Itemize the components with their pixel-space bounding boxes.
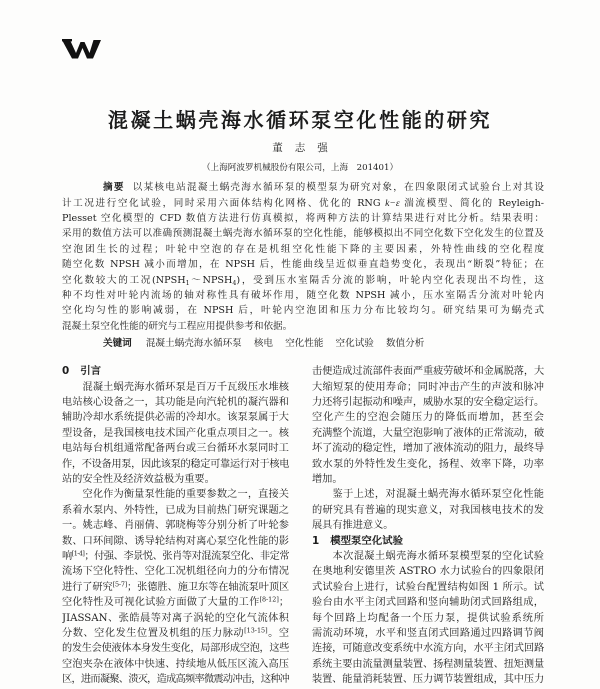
text-run: 随空化数 NPSH 减小而增加，在 NPSH 后，性能曲线呈近似垂直趋势变化，表现出“断裂”特征；在 (62, 259, 544, 271)
paragraph-line (62, 380, 289, 395)
text-run: 连接，可随意改变系统中水流方向，水平主闭式回路 (312, 643, 544, 655)
author-affiliation: （上海阿波罗机械股份有限公司，上海 201401） (201, 163, 399, 173)
text-run: 一。姚志峰、肖丽倩、郭晓梅等分别分析了叶轮参 (62, 520, 289, 532)
text-run: 增加。 (312, 474, 343, 486)
citation-superscript: [1-4] (71, 549, 85, 558)
paragraph-line (312, 657, 544, 672)
abstract-line (62, 288, 544, 303)
paragraph-line (62, 580, 289, 595)
text-run: 计工况进行空化试验，同时采用六面体结构化网格、优化的 RNG (62, 197, 386, 209)
text-run: 以某核电站混凝土蜗壳海水循环泵的模型泵为研究对象，在四象限闭式试验台上对其设 (132, 182, 544, 194)
paragraph-line (62, 518, 289, 533)
abstract-line (62, 273, 544, 288)
text-run: 采用的数值方法可以准确预测混凝土蜗壳海水循环泵的空化性能，能够模拟出不同空化数下空化发生的位置及 (62, 228, 544, 240)
paragraph-line (62, 549, 289, 564)
text-run: 充满整个流道，大量空泡影响了液体的正常流动，破 (312, 427, 544, 439)
section-heading (312, 534, 544, 549)
abstract-label: 摘要 (103, 182, 125, 194)
paragraph-line (312, 364, 544, 379)
paragraph-line (62, 564, 289, 579)
abstract-line (62, 226, 544, 241)
citation-superscript: [5-7] (112, 580, 128, 589)
text-run: 站的安全性及经济效益极为重要。 (62, 474, 215, 486)
section-number: 1 (312, 534, 320, 547)
text-run: 力还将引起振动和噪声，威胁水泵的安全稳定运行。 (312, 397, 544, 409)
text-run: 。空 (267, 627, 289, 639)
text-run: 种不均性对叶轮内流场的轴对称性具有破坏作用，随空化数 NPSH 减小，压水室隔舌分流对叶轮内 (62, 290, 544, 302)
text-run: 进行了研究 (62, 581, 113, 593)
paragraph-line (312, 549, 544, 564)
paragraph-line (62, 395, 289, 410)
paragraph-line (62, 672, 289, 687)
text-run: 辅助冷却水系统提供必需的冷却水。该泵泵属于大 (62, 412, 289, 424)
text-run: 鉴于上述，对混凝土蜗壳海水循环泵空化性能 (332, 489, 544, 501)
text-run: 空泡团生长的过程；叶轮中空泡的存在是机组空化性能下降的主要因素，外特性曲线的空化程度 (62, 243, 544, 255)
keyword: 混凝土蜗壳海水循环泵 (145, 338, 242, 350)
paragraph-line (312, 641, 544, 656)
keyword: 空化试验 (335, 338, 374, 350)
paragraph-line (312, 487, 544, 502)
text-run: 混凝土泵空化性能的研究与工程应用提供参考和依据。 (62, 320, 293, 332)
subscript: 4 (232, 278, 237, 287)
text-run: 每个回路上均配备一个压力泵，提供试验系统所 (312, 612, 544, 624)
text-run: 验台由水平主闭式回路和竖向辅助闭式回路组成， (312, 597, 544, 609)
abstract-line (62, 242, 544, 257)
text-run: 电站每台机组通常配备两台或三台循环水泵同时工 (62, 443, 289, 455)
paragraph-line (312, 395, 544, 410)
author-name: 董志强 (272, 142, 340, 154)
subscript: 1 (185, 278, 190, 287)
keywords (62, 336, 544, 351)
paragraph-line (312, 672, 544, 687)
citation-superscript: [13-15] (244, 626, 268, 635)
text-run: 空化作为衡量泵性能的重要参数之一，直接关 (82, 489, 289, 501)
abstract-line (62, 257, 544, 272)
text-run: ～NPSH (189, 274, 233, 286)
text-run: ；付强、李景悦、张肖等对混流泵空化、非定常 (84, 550, 289, 562)
left-column (62, 364, 289, 687)
text-run: 数、口环间隙、诱导轮结构对离心泵空化性能的影 (62, 535, 289, 547)
abstract-line (62, 196, 544, 211)
text-run: 区，进而凝聚、溃灭，造成高频率微震动冲击，这种冲 (62, 674, 289, 686)
section-title: 模型泵空化试验 (330, 534, 403, 547)
paragraph-line (312, 518, 544, 533)
text-run: 混凝土蜗壳海水循环泵是百万千瓦级压水堆核 (82, 381, 289, 393)
text-run: 在奥地利安德里茨 ASTRO 水力试验台的四象限闭 (312, 566, 544, 578)
paragraph-line (62, 611, 289, 626)
text-run: Plesset 空化模型的 CFD 数值方法进行仿真模拟，将两种方法的计算结果进行对比分析。结果表明： (62, 213, 544, 225)
section-number: 0 (62, 365, 70, 378)
text-run: 空化特性及可视化试验方面做了大量的工作 (62, 597, 260, 609)
paragraph-line (312, 564, 544, 579)
text-run: 的研究具有普遍的现实意义，对我国核电技术的发 (312, 504, 544, 516)
paragraph-line (312, 472, 544, 487)
right-column (312, 364, 544, 687)
paragraph-line (62, 626, 289, 641)
text-run: JIASSAN、张皓晨等对离子涡轮的空化气流体积 (62, 612, 289, 624)
text-run: 本次混凝土蜗壳海水循环泵模型泵的空化试验 (332, 550, 544, 562)
text-run: 响 (62, 550, 72, 562)
text-run: 空化均匀性的影响减弱，在 NPSH 后，叶轮内空泡团和压力分布比较均匀。研究结果可为蜗壳式 (62, 305, 544, 317)
paragraph-line (62, 457, 289, 472)
text-run: 系着水泵内、外特性，已成为目前热门研究课题之 (62, 504, 289, 516)
text-run: 的发生会使液体本身发生变化，局部形成空泡，这些 (62, 643, 289, 655)
paragraph-line (312, 580, 544, 595)
section-title: 引言 (80, 365, 102, 378)
keyword: 核电 (253, 338, 274, 350)
abstract (62, 180, 544, 334)
paragraph-line (312, 441, 544, 456)
journal-logo (62, 39, 101, 59)
paragraph-line (312, 410, 544, 425)
paragraph-line (312, 595, 544, 610)
text-run: 系统主要由流量测量装置、扬程测量装置、扭矩测量 (312, 658, 544, 670)
paragraph-line (62, 534, 289, 549)
paragraph-line (62, 595, 289, 610)
text-run: 空化产生的空泡会随压力的降低而增加，甚至会 (312, 412, 544, 424)
text-run: 型设备，是我国核电技术国产化重点项目之一。核 (62, 427, 289, 439)
italic-symbol: k−ε (385, 197, 400, 209)
paragraph-line (62, 410, 289, 425)
abstract-line (62, 211, 544, 226)
text-run: 湍流模型、简化的 Reyleigh- (399, 197, 544, 209)
text-run: 装置、能量消耗装置、压力调节装置组成，其中压力 (312, 674, 544, 686)
paragraph-line (312, 611, 544, 626)
text-run: 需流动环境，水平和竖直闭式回路通过四路调节阀 (312, 627, 544, 639)
text-run: 电站核心设备之一，其功能是向汽轮机的凝汽器和 (62, 397, 289, 409)
paragraph-line (312, 380, 544, 395)
text-run: 坏了流动的稳定性，增加了液体流动的阻力，最终导 (312, 443, 544, 455)
text-run: 展具有推进意义。 (312, 520, 394, 532)
paragraph-line (62, 472, 289, 487)
abstract-line (62, 303, 544, 318)
paragraph-line (312, 457, 544, 472)
keywords-label: 关键词 (103, 338, 132, 350)
paragraph-line (62, 657, 289, 672)
text-run: ；张德胜、施卫东等在轴流泵叶顶区 (127, 581, 289, 593)
abstract-line (62, 180, 544, 195)
paragraph-line (312, 626, 544, 641)
paragraph-line (62, 426, 289, 441)
paper-title: 混凝土蜗壳海水循环泵空化性能的研究 (107, 108, 493, 132)
text-run: 致水泵的外特性发生变化，扬程、效率下降，功率 (312, 458, 544, 470)
text-run: 击便造成过流部件表面严重疲劳破坏和金属脱落，大 (312, 366, 544, 378)
abstract-line (62, 319, 544, 334)
paragraph-line (62, 503, 289, 518)
paragraph-line (312, 426, 544, 441)
paragraph-line (62, 441, 289, 456)
text-run: ； (278, 597, 289, 609)
paragraph-line (62, 641, 289, 656)
paragraph-line (62, 487, 289, 502)
text-run: 大缩短泵的使用寿命；同时冲击产生的声波和脉冲 (312, 381, 544, 393)
section-heading (62, 364, 289, 379)
paragraph-line (312, 503, 544, 518)
text-run: 作，不设备用泵，因此该泵的稳定可靠运行对于核电 (62, 458, 289, 470)
keyword: 数值分析 (385, 338, 425, 350)
text-run: 流场下空化特性、空化工况机组径向力的分布情况 (62, 566, 289, 578)
text-run: 空泡夹杂在液体中快速、持续地从低压区流入高压 (62, 658, 289, 670)
text-run: 分数、空化发生位置及机组的压力脉动 (62, 627, 245, 639)
text-run: 式试验台上进行，试验台配置结构如图 1 所示。试 (312, 581, 544, 593)
citation-superscript: [8-12] (259, 595, 279, 604)
text-run: 空化数较大的工况(NPSH (62, 274, 186, 286)
text-run: )，受到压水室隔舌分流的影响，叶轮内空化表现出不均性，这 (236, 274, 544, 286)
keyword: 空化性能 (285, 338, 324, 350)
journal-logo-icon (62, 39, 101, 59)
